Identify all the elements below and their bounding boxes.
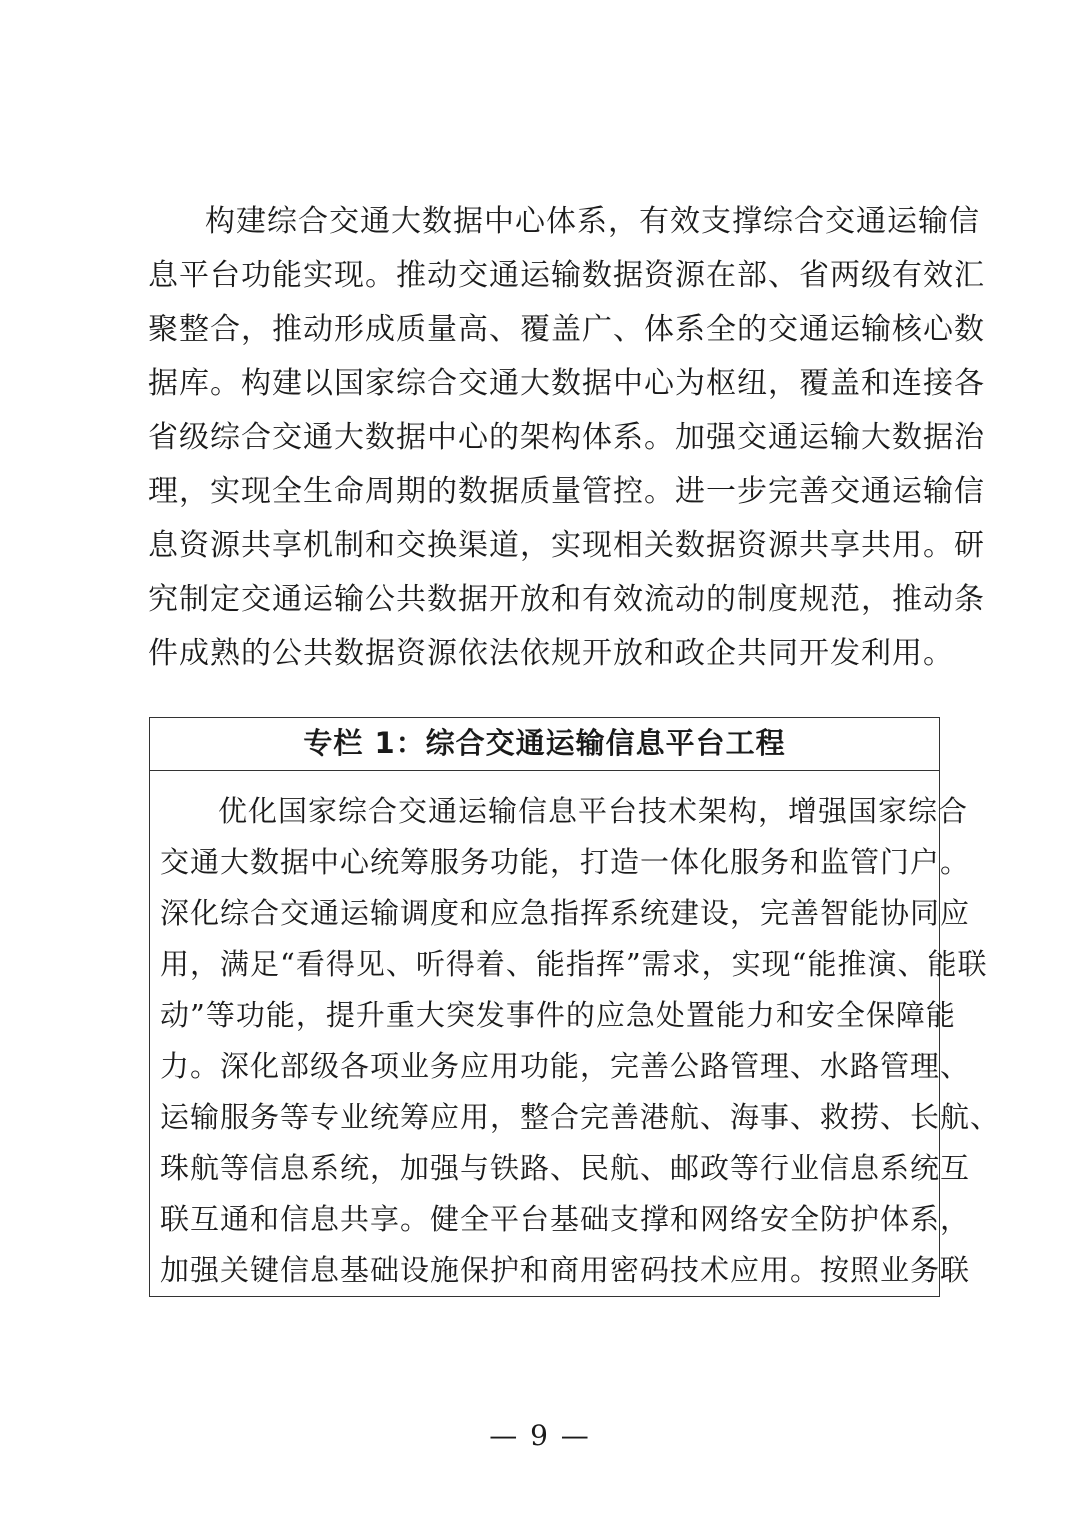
- box-line: 动”等功能，提升重大突发事件的应急处置能力和安全保障能: [160, 998, 956, 1032]
- box-line: 运输服务等专业统筹应用，整合完善港航、海事、救捞、长航、: [160, 1100, 1001, 1134]
- box-line: 加强关键信息基础设施保护和商用密码技术应用。按照业务联: [160, 1253, 971, 1287]
- paragraph-line: 聚整合，推动形成质量高、覆盖广、体系全的交通运输核心数: [148, 312, 985, 347]
- paragraph-line: 省级综合交通大数据中心的架构体系。加强交通运输大数据治: [148, 420, 985, 455]
- box-line: 深化综合交通运输调度和应急指挥系统建设，完善智能协同应: [160, 896, 971, 930]
- page-number: — 9 —: [489, 1419, 591, 1452]
- paragraph-line: 件成熟的公共数据资源依法依规开放和政企共同开发利用。: [148, 636, 954, 671]
- box-line: 交通大数据中心统筹服务功能，打造一体化服务和监管门户。: [160, 845, 971, 879]
- box-line: 用，满足“看得见、听得着、能指挥”需求，实现“能推演、能联: [160, 947, 988, 981]
- box-line: 优化国家综合交通运输信息平台技术架构，增强国家综合: [218, 794, 969, 828]
- box-line: 联互通和信息共享。健全平台基础支撑和网络安全防护体系，: [160, 1202, 971, 1236]
- paragraph-line: 究制定交通运输公共数据开放和有效流动的制度规范，推动条: [148, 582, 985, 617]
- paragraph-line: 息资源共享机制和交换渠道，实现相关数据资源共享共用。研: [148, 528, 985, 563]
- paragraph-line: 构建综合交通大数据中心体系，有效支撑综合交通运输信: [205, 204, 980, 239]
- paragraph-line: 息平台功能实现。推动交通运输数据资源在部、省两级有效汇: [148, 258, 985, 293]
- paragraph-line: 理，实现全生命周期的数据质量管控。进一步完善交通运输信: [148, 474, 985, 509]
- paragraph-line: 据库。构建以国家综合交通大数据中心为枢纽，覆盖和连接各: [148, 366, 985, 401]
- sidebar-box-title: 专栏 1：综合交通运输信息平台工程: [150, 718, 939, 771]
- box-line: 珠航等信息系统，加强与铁路、民航、邮政等行业信息系统互: [160, 1151, 971, 1185]
- box-line: 力。深化部级各项业务应用功能，完善公路管理、水路管理、: [160, 1049, 971, 1083]
- sidebar-box: [149, 717, 1001, 1297]
